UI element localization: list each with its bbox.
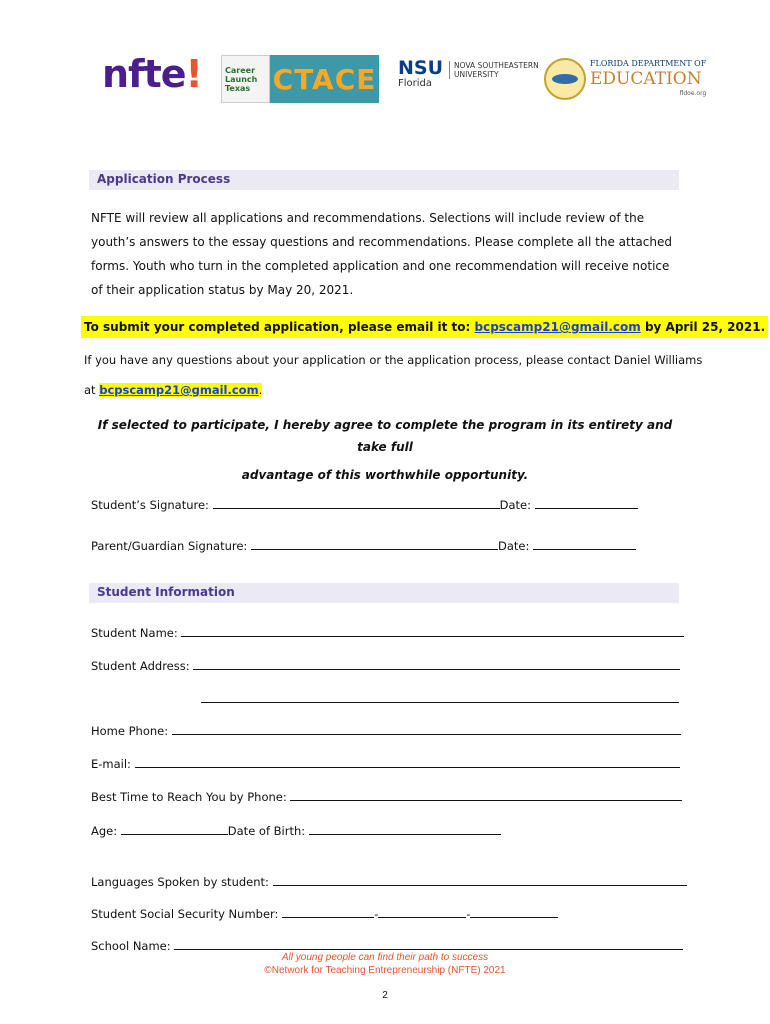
paragraph-line: youth’s answers to the essay questions and recommendations. Please complete all the attached — [91, 235, 672, 249]
nsu-sub: Florida — [398, 78, 433, 89]
ssn-field-part2[interactable] — [378, 905, 466, 918]
date-label: Date: — [499, 498, 531, 512]
age-field[interactable] — [121, 822, 228, 835]
ssn-row — [91, 905, 558, 921]
question-line: If you have any questions about your application or the application process, please contact Daniel Williams — [84, 353, 703, 367]
school-name-field[interactable] — [174, 937, 683, 950]
parent-signature-row — [91, 537, 636, 553]
paragraph-line: NFTE will review all applications and recommendations. Selections will include review of the — [91, 211, 645, 225]
ssn-label: Student Social Security Number: — [91, 907, 279, 921]
agreement-line: If selected to participate, I hereby agree to complete the program in its entirety and take full — [97, 418, 673, 454]
nsu-mark: NSU — [398, 57, 444, 79]
fdoe-top-text: FLORIDA DEPARTMENT OF — [590, 59, 707, 68]
student-address-row — [91, 657, 680, 673]
contact-email-link[interactable]: bcpscamp21@gmail.com — [99, 383, 259, 397]
submit-deadline: by April 25, 2021. — [640, 320, 766, 334]
career-launch-line: Career — [225, 65, 256, 75]
section-heading: Application Process — [97, 172, 231, 186]
submit-prefix: To submit your completed application, please email it to: — [84, 320, 475, 334]
paragraph-line: of their application status by May 20, 2021. — [91, 283, 354, 297]
ssn-field-part1[interactable] — [282, 905, 374, 918]
questions-contact — [84, 345, 703, 405]
parent-signature-field[interactable] — [251, 537, 498, 550]
school-name-label: School Name: — [91, 939, 171, 953]
email-label: E-mail: — [91, 757, 131, 771]
date-label: Date: — [497, 539, 530, 553]
fdoe-url: fldoe.org — [679, 90, 707, 97]
fdoe-logo — [544, 58, 706, 100]
languages-row — [91, 873, 687, 889]
nfte-logo — [102, 52, 202, 96]
footer-tagline: All young people can find their path to success — [281, 952, 489, 963]
parent-signature-label: Parent/Guardian Signature: — [91, 539, 248, 553]
agreement-statement — [90, 414, 680, 486]
ctace-logo — [221, 55, 379, 103]
nsu-name-line: NOVA SOUTHEASTERN — [454, 61, 539, 70]
nfte-logo-mark: ! — [185, 52, 202, 96]
question-at: at — [84, 383, 100, 397]
paragraph-line: forms. Youth who turn in the completed application and one recommendation will receive notice — [91, 259, 670, 273]
languages-label: Languages Spoken by student: — [91, 875, 269, 889]
ctace-wordmark: CTACE — [270, 55, 379, 103]
student-address-field-line2[interactable] — [201, 690, 679, 703]
student-address-field[interactable] — [193, 657, 680, 670]
best-time-row — [91, 788, 682, 804]
email-link[interactable]: bcpscamp21@gmail.com — [474, 320, 641, 334]
student-name-label: Student Name: — [91, 626, 178, 640]
email-row — [91, 755, 680, 771]
page-number: 2 — [382, 990, 388, 1001]
section-heading: Student Information — [97, 585, 235, 599]
question-end: . — [258, 383, 263, 397]
fdoe-seal-icon — [544, 58, 586, 100]
student-signature-field[interactable] — [213, 496, 500, 509]
student-name-field[interactable] — [181, 624, 684, 637]
career-launch-badge — [221, 55, 270, 103]
career-launch-line: Texas — [225, 83, 251, 93]
application-process-header — [89, 170, 679, 190]
languages-field[interactable] — [273, 873, 687, 886]
nsu-name-line: UNIVERSITY — [454, 70, 499, 79]
best-time-field[interactable] — [290, 788, 682, 801]
student-signature-date-field[interactable] — [535, 496, 638, 509]
home-phone-row — [91, 722, 681, 738]
ssn-field-part3[interactable] — [470, 905, 558, 918]
student-name-row — [91, 624, 684, 640]
submit-instructions — [81, 316, 768, 338]
home-phone-label: Home Phone: — [91, 724, 169, 738]
footer-copyright: ©Network for Teaching Entrepreneurship (NFTE) 2021 — [264, 965, 506, 976]
nsu-logo — [398, 58, 539, 90]
student-address-label: Student Address: — [91, 659, 190, 673]
student-information-header — [89, 583, 679, 603]
home-phone-field[interactable] — [172, 722, 681, 735]
career-launch-line: Launch — [225, 74, 258, 84]
ssn-separator: - — [374, 907, 379, 921]
age-label: Age: — [91, 824, 118, 838]
ssn-separator: - — [466, 907, 471, 921]
dob-label: Date of Birth: — [227, 824, 306, 838]
application-process-paragraph — [91, 206, 681, 302]
best-time-label: Best Time to Reach You by Phone: — [91, 790, 287, 804]
agreement-line: advantage of this worthwhile opportunity. — [241, 468, 529, 482]
school-name-row — [91, 937, 683, 953]
student-signature-row — [91, 496, 638, 512]
nfte-logo-text: nfte — [102, 52, 186, 96]
student-signature-label: Student’s Signature: — [91, 498, 209, 512]
parent-signature-date-field[interactable] — [533, 537, 636, 550]
email-field[interactable] — [135, 755, 680, 768]
dob-field[interactable] — [309, 822, 501, 835]
age-dob-row — [91, 822, 501, 838]
fdoe-wordmark: EDUCATION — [590, 69, 702, 89]
